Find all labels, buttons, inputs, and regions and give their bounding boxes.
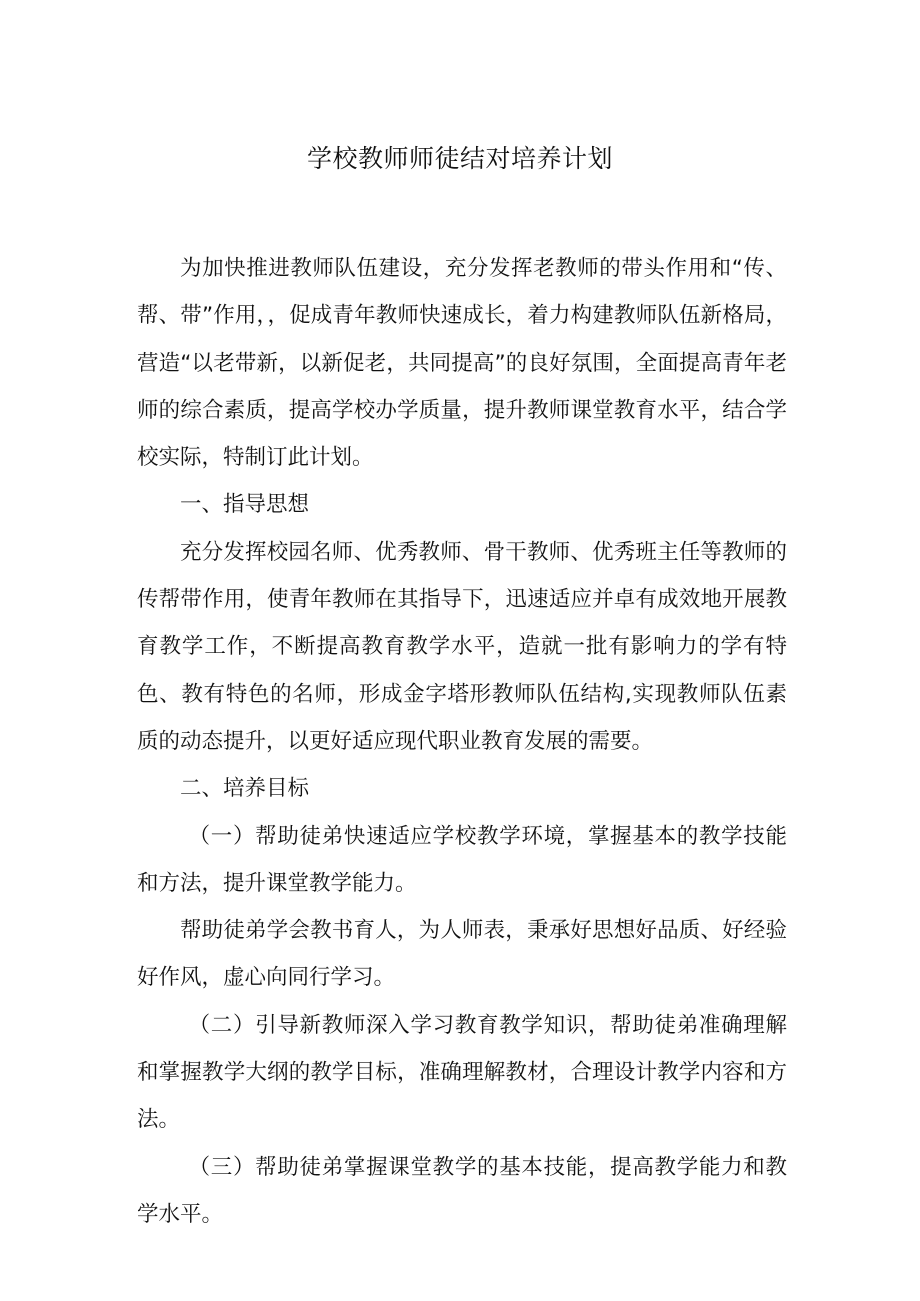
section-heading-guiding-ideology: 一、指导思想: [180, 492, 310, 518]
intro-paragraph: 为加快推进教师队伍建设，充分发挥老教师的带头作用和“传、帮、带”作用，，促成青年教师快速成长，着力构建教师队伍新格局，营造“以老带新，以新促老，共同提高”的良好氛围，全面提高青年老师的综合素质，提高学校办学质量，提升教师课堂教育水平，结合学校实际，特制订此计划。: [137, 256, 787, 471]
document-title: 学校教师师徒结对培养计划: [306, 144, 613, 173]
goal-item-1: （一）帮助徒弟快速适应学校教学环境，掌握基本的教学技能和方法，提升课堂教学能力。: [137, 823, 787, 896]
goal-item-1-detail: 帮助徒弟学会教书育人，为人师表，秉承好思想好品质、好经验好作风，虚心向同行学习。: [137, 918, 787, 991]
document-body: [137, 245, 787, 1238]
goal-item-3: （三）帮助徒弟掌握课堂教学的基本技能，提高教学能力和教学水平。: [137, 1154, 787, 1227]
section-heading-training-goals: 二、培养目标: [180, 776, 310, 802]
goal-item-2: （二）引导新教师深入学习教育教学知识，帮助徒弟准确理解和掌握教学大纲的教学目标，准确理解教材，合理设计教学内容和方法。: [137, 1012, 787, 1133]
guiding-ideology-paragraph: 充分发挥校园名师、优秀教师、骨干教师、优秀班主任等教师的传帮带作用，使青年教师在其指导下，迅速适应并卓有成效地开展教育教学工作，不断提高教育教学水平，造就一批有影响力的学有特色、教有特色的名师，形成金字塔形教师队伍结构,实现教师队伍素质的动态提升，以更好适应现代职业教育发展的需要。: [137, 539, 787, 754]
